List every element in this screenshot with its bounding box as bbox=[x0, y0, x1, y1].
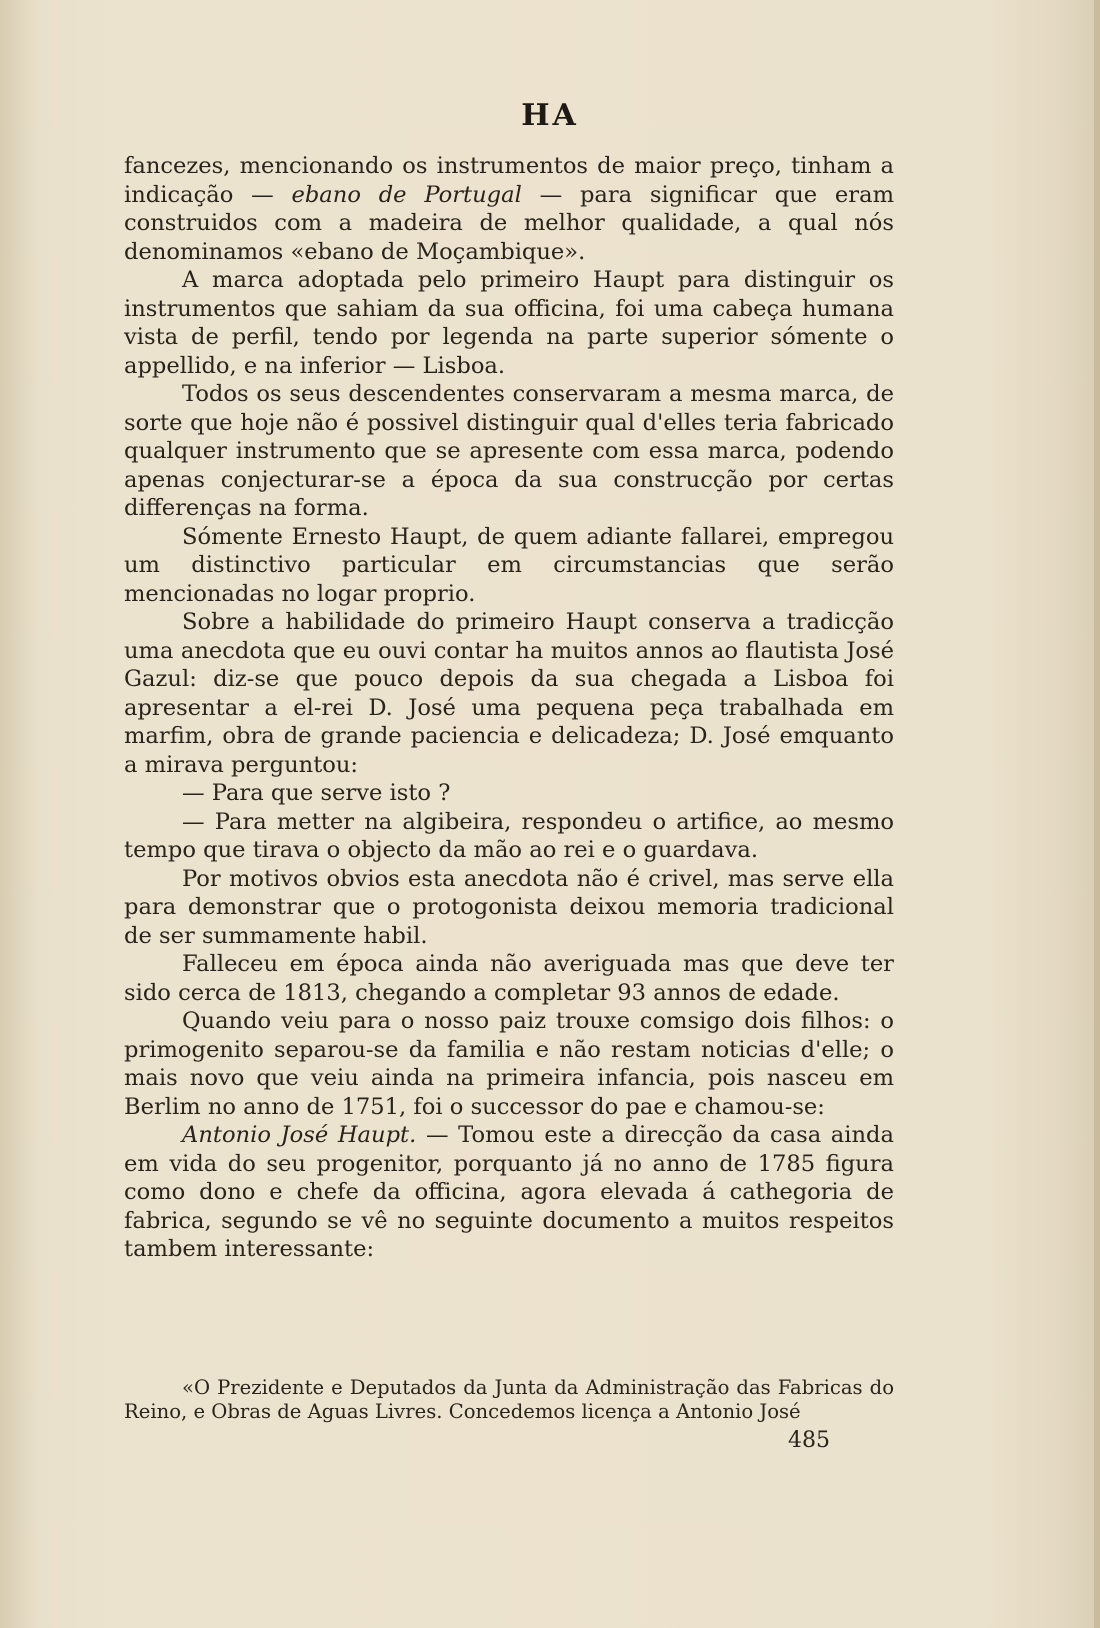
page-edge bbox=[1094, 0, 1100, 1628]
paragraph-1-start: fancezes, mencionando os instrumentos de maior preço, tinham a indicação — bbox=[124, 153, 894, 208]
paragraph-5: Sobre a habilidade do primeiro Haupt conserva a tradicção uma anecdota que eu ouvi contar ha muitos annos ao flautista José Gazul: diz-se que pouco depois da sua chegada a Lisboa foi apresentar a el-rei D. José uma pequena peça trabalhada em marfim, obra de grande paciencia e delicadeza; D. José emquanto a mirava perguntou: bbox=[124, 609, 894, 778]
document-quote bbox=[124, 1376, 894, 1424]
italic-ebano-de-portugal: ebano de Portugal bbox=[291, 181, 522, 208]
paragraph-4: Sómente Ernesto Haupt, de quem adiante fallarei, empregou um distinctivo particular em circumstancias que serão mencionadas no logar proprio. bbox=[124, 523, 894, 607]
paragraph-8: Por motivos obvios esta anecdota não é crivel, mas serve ella para demonstrar que o protogonista deixou memoria tradicional de ser summamente habil. bbox=[124, 865, 894, 949]
paragraph-9: Falleceu em época ainda não averiguada mas que deve ter sido cerca de 1813, chegando a completar 93 annos de edade. bbox=[124, 951, 894, 1006]
document-quote-text: «O Prezidente e Deputados da Junta da Administração das Fabricas do Reino, e Obras de Aguas Livres. Concedemos licença a Antonio José bbox=[124, 1376, 894, 1423]
italic-antonio-jose-haupt: Antonio José Haupt. bbox=[182, 1122, 417, 1148]
dialog-line-1: — Para que serve isto ? bbox=[182, 780, 451, 806]
paragraph-1 bbox=[124, 152, 894, 266]
paragraph-3: Todos os seus descendentes conservaram a mesma marca, de sorte que hoje não é possivel distinguir qual d'elles teria fabricado qualquer instrumento que se apresente com essa marca, podendo apenas conjecturar-se a época da sua construcção por certas differenças na forma. bbox=[124, 381, 894, 521]
paragraph-2: A marca adoptada pelo primeiro Haupt para distinguir os instrumentos que sahiam da sua officina, foi uma cabeça humana vista de perfil, tendo por legenda na parte superior sómente o appellido, e na inferior — Lisboa. bbox=[124, 267, 894, 379]
paragraph-1-end: — para significar que eram construidos com a madeira de melhor qualidade, a qual nós denominamos «ebano de Moçambique». bbox=[124, 181, 894, 265]
paragraph-10: Quando veiu para o nosso paiz trouxe comsigo dois filhos: o primogenito separou-se da familia e não restam noticias d'elle; o mais novo que veiu ainda na primeira infancia, pois nasceu em Berlim no anno de 1751, foi o successor do pae e chamou-se: bbox=[124, 1008, 894, 1120]
paragraph-11-rest: — Tomou este a direcção da casa ainda em vida do seu progenitor, porquanto já no anno de 1785 figura como dono e chefe da officina, agora elevada á cathegoria de fabrica, segundo se vê no seguinte documento a muitos respeitos tambem interessante: bbox=[124, 1122, 894, 1262]
running-title: HA bbox=[521, 98, 579, 133]
page-number: 485 bbox=[788, 1428, 830, 1453]
body-text bbox=[124, 152, 894, 1264]
dialog-line-2: — Para metter na algibeira, respondeu o artifice, ao mesmo tempo que tirava o objecto da mão ao rei e o guardava. bbox=[124, 808, 894, 863]
paragraph-11 bbox=[124, 1121, 894, 1264]
